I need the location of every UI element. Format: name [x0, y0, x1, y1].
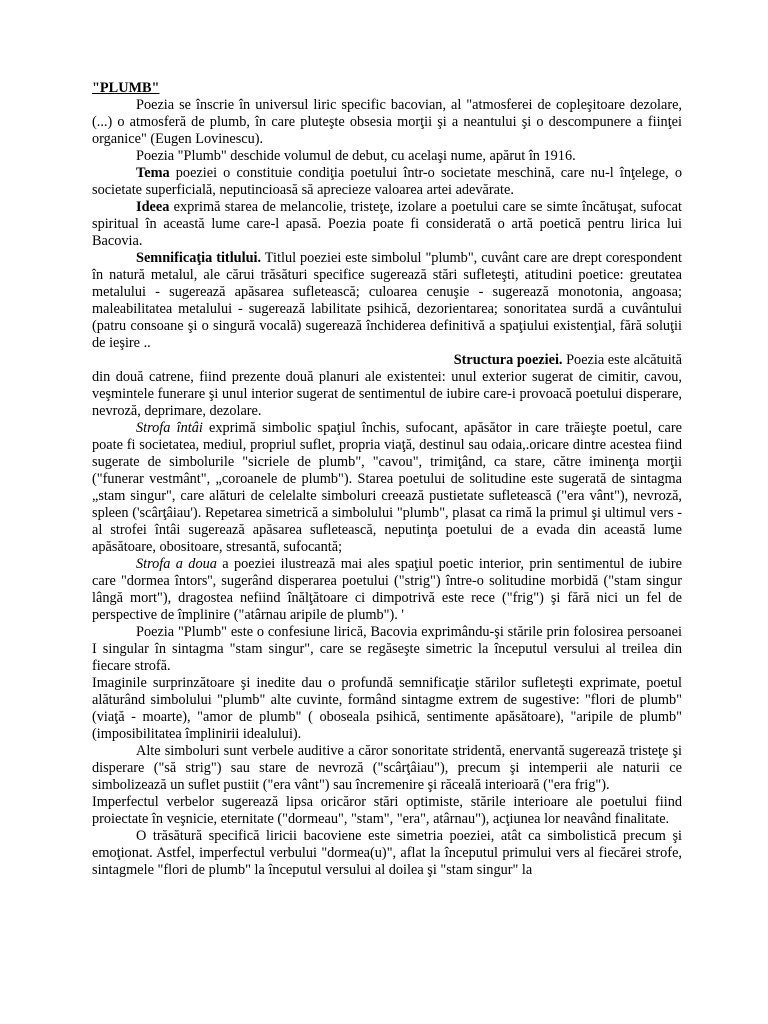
- heading-tema: Tema: [136, 165, 170, 181]
- paragraph-confesiune: Poezia "Plumb" este o confesiune lirică, Bacovia exprimându-şi stările prin folosirea persoanei I singular în sintagma "stam singur", care se regăseşte simetric la începutul versului al treilea din fiecare strofă.: [92, 624, 682, 674]
- paragraph-strofa-2: Strofa a doua a poeziei ilustrează mai ales spaţiul poetic interior, prin sentimentul de iubire care "dormea întors'', sugerând disperarea poetului ("strig") între-o solitudine morbidă ("stam singur lângă mort"), dragostea nefiind înălţătoare ci dimpotrivă este rece ("frig") şi fără nici un fel de perspective de împlinire ("atârnau aripile de plumb"). ': [92, 556, 682, 623]
- paragraph-ideea: Ideea exprimă starea de melancolie, tristeţe, izolare a poetului care se simte încătuşat, sufocat spiritual în această lume care-l apasă. Poezia poate fi considerată o artă poetică pentru lirica lui Bacovia.: [92, 199, 682, 249]
- heading-semnificatia: Semnificaţia titlului.: [136, 250, 262, 266]
- paragraph-tema: Tema poeziei o constituie condiţia poetului într-o societate meschină, care nu-l înţelege, o societate superficială, neputincioasă să aprecieze valoarea artei adevărate.: [92, 165, 682, 198]
- paragraph-simboluri: Alte simboluri sunt verbele auditive a căror sonoritate stridentă, enervantă sugerează tristeţe şi disperare ("să strig") sau stare de nevroză ("scârţâiau"), precum şi intemperii ale naturii ce simbolizează un suflet pustiit ("era vânt") sau încremenire şi răceală interioară ("era frig").: [92, 743, 682, 793]
- paragraph-imagini: Imaginile surprinzătoare şi inedite dau o profundă semnificaţie stărilor sufleteşti exprimate, poetul alăturând simbolului "plumb" alte cuvinte, formând sintagme extrem de sugestive: "flori de plumb" (viaţă - moarte), "amor de plumb" ( oboseala psihică, sentimente apăsătoare), "aripile de plumb" (imposibilitatea împlinirii idealului).: [92, 675, 682, 742]
- paragraph-simetrie: O trăsătură specifică liricii bacoviene este simetria poeziei, atât ca simbolistică precum şi emoţionat. Astfel, imperfectul verbului "dormea(u)", aflat la începutul primului vers al fiecărei strofe, sintagmele "flori de plumb" la începutul versului al doilea şi "stam singur" la: [92, 828, 682, 878]
- paragraph-strofa-1: Strofa întâi exprimă simbolic spaţiul închis, sufocant, apăsător in care trăieşte poetul, care poate fi societatea, mediul, propriul suflet, propria viaţă, destinul sau odaia,.oricare dintre acestea fiind sugerate de simbolurile "sicriele de plumb", "cavou", trimiţând, ca stare, către iminenţa morţii ("funerar vestmânt", „coroanele de plumb"). Starea poetului de solitudine este sugerată de sintagma „stam singur", care alături de celelalte simboluri creează pustietate sufletească ("era vânt"), nevroză, spleen ('scârţâiau'). Repetarea simetrică a simbolului "plumb", plasat ca rimă la primul şi ultimul vers - al strofei întâi sugerează apăsarea sufletească, neputinţa poetului de a evada din această lume apăsătoare, obositoare, stresantă, sufocantă;: [92, 420, 682, 555]
- paragraph-structura: din două catrene, fiind prezente două planuri ale existentei: unul exterior sugerat de cimitir, cavou, veşmintele funerare şi unul interior sugerat de sentimentul de iubire care-i provoacă poetului disperare, nevroză, deprimare, dezolare.: [92, 369, 682, 419]
- heading-structura: Structura poeziei.: [453, 352, 563, 368]
- paragraph-semnificatia: Semnificaţia titlului. Titlul poeziei este simbolul "plumb", cuvânt care are drept corespondent în natură metalul, ale cărui trăsături specifice sugerează stări sufleteşti, atitudini poetice: greutatea metalului - sugerează apăsarea sufletească; culoarea cenuşie - sugerează monotonia, angoasa; maleabilitatea metalului - sugerează labilitate psihică, dezorientarea; sonoritatea surdă a cuvântului (patru consoane şi o singură vocală) sugerează închiderea definitivă a spaţiului existenţial, fără soluţii de ieşire ..: [92, 250, 683, 351]
- paragraph-imperfect: Imperfectul verbelor sugerează lipsa oricăror stări optimiste, stările interioare ale poetului fiind proiectate în veşnicie, eternitate ("dormeau", "stam", "era", atârnau"), acţiunea lor neavând finalitate.: [92, 794, 682, 827]
- heading-strofa-1: Strofa întâi: [136, 420, 203, 436]
- heading-ideea: Ideea: [136, 199, 170, 215]
- document-body: [92, 80, 682, 879]
- document-title: "PLUMB": [92, 80, 160, 96]
- heading-strofa-2: Strofa a doua: [136, 556, 217, 572]
- paragraph-debut: Poezia "Plumb" deschide volumul de debut, cu acelaşi nume, apărut în 1916.: [136, 148, 576, 164]
- paragraph-structura-start: Structura poeziei. Poezia este alcătuită: [453, 352, 682, 368]
- paragraph-intro: Poezia se înscrie în universul liric specific bacovian, al "atmosferei de copleşitoare dezolare, (...) o atmosferă de plumb, în care pluteşte obsesia morţii şi a neantului şi o descompunere a fiinţei organice" (Eugen Lovinescu).: [92, 97, 682, 147]
